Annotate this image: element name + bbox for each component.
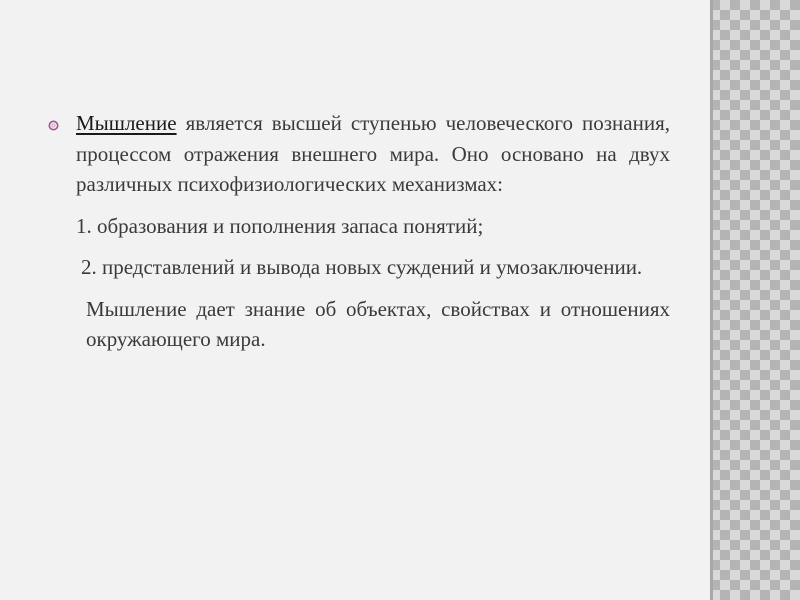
list-item-2: 2. представлений и вывода новых суждений и умозаключении. — [81, 255, 643, 279]
decorative-side-strip — [710, 0, 800, 600]
key-term: Мышление — [76, 111, 177, 135]
definition-text: является высшей ступенью человеческого познания, процессом отражения внешнего мира. Оно основано на двух различных психофизиологических механизмах: — [76, 111, 670, 196]
ring-bullet-icon — [48, 120, 59, 131]
conclusion-paragraph: Мышление дает знание об объектах, свойствах и отношениях окружающего мира. — [86, 296, 670, 351]
slide-body — [76, 108, 670, 355]
list-item-1: 1. образования и пополнения запаса понятий; — [76, 213, 484, 238]
definition-paragraph — [76, 108, 670, 200]
